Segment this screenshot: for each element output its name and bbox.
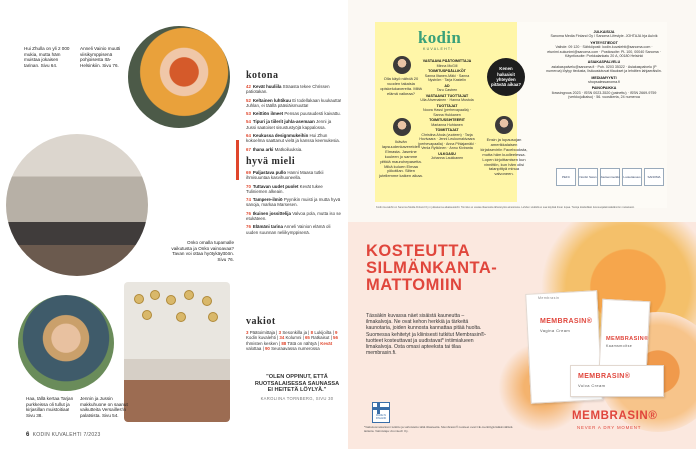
vakiot-item[interactable]: Ratkaisut — [311, 335, 330, 341]
caption-bottom-right: Jennin ja Jussin makkuhuone on saanut vaikutteita Versailles'in palatsista. Sivu 54. — [80, 396, 128, 418]
contents-entry[interactable] — [246, 224, 342, 235]
staff-role: TOIMITUSPÄÄLLIKÖT — [428, 69, 466, 73]
pefc-logo: PEFC — [556, 168, 576, 186]
entry-text: Hanni Maasa tutkii ihmisuuntaa kasvihuoneella. — [246, 169, 324, 181]
trust-logo: Luotettavuus — [622, 168, 642, 186]
page-number: 54 — [246, 119, 251, 125]
page-number: 6 — [26, 432, 30, 438]
page-number: 52 — [246, 97, 251, 103]
page-number: 90 — [264, 346, 270, 352]
staff-role: VASTAAVAT TUOTTAJAT — [425, 93, 469, 98]
caption-top-left: Hui Zhulla on yli 2 000 mukia, mutta häm muistaa jokaisen tarinan. Sivu 64. — [24, 46, 70, 68]
page-number: 8 — [310, 330, 314, 335]
info-text: Ilowsingrous 2023 · ISSN 0023-3520 (painettu) · ISSN 2669-9759 (verkkojulkaisu) · 56. vuosikerta, 24 numeroa — [551, 90, 657, 100]
plate-decoration — [134, 294, 144, 304]
plate-decoration — [176, 312, 186, 322]
page-number: 76 — [246, 224, 251, 230]
contents-entry[interactable] — [246, 111, 342, 116]
staff-names: Minna McGill — [436, 63, 458, 68]
staff-role: TOIMITTAJAT — [435, 128, 459, 132]
entry-heading: Kevät huuliila — [252, 84, 282, 89]
contents-entry[interactable] — [246, 147, 342, 152]
info-text: Sanoma Media Finland Oy / Sanoma Lifestyle. JOHTAJA Irja Aulvik — [550, 34, 658, 39]
brand-logo: MEMBRASIN® — [572, 410, 658, 422]
vakiot-item[interactable]: Sesonkilla — [282, 330, 303, 335]
plate-decoration — [150, 290, 160, 300]
fine-print: Kodin kuvalehti on Sanoma Media Finland Oy:n julkaisema aikakauslehti. Toimitus ei vastaa tilaamatta lähetetystä aineistosta. Lehden sisältöä ei saa käyttää ilman lupaa. Tietoja käsitellään tietosuojalainsäädännön mukaisesti. — [376, 206, 635, 209]
editor-portrait — [393, 56, 411, 74]
staff-role: ULKOASU — [438, 151, 456, 156]
entry-heading: Ikuinen jossittelija — [252, 210, 291, 216]
ad-fine-print: *Vaikutusmekanismi tutkittu ja vahvistettu tältä tiliasteelta. Membrasin®-tuotteet ovat CE-merkittyjä lääkinnällisiä laitteita. Valmistaja: Aromtech Oy. — [364, 425, 513, 433]
staff-role: TOIMITUSSIHTEERIT — [429, 118, 465, 122]
entry-text: Matkoiluuksia. — [274, 146, 303, 152]
entry-heading: Keukussa designmukeihin — [252, 133, 309, 139]
staff-names: Christina Ahola (vuoteen) · Tarja Hovivaara · Jenni Leukumakivaara (perhevapaalla) · Anna Pihlajamäki · Venla Rytkönen · Annu Kiviranta — [418, 132, 476, 150]
page-number: 69 — [246, 169, 251, 175]
section-title: kotona — [246, 70, 279, 81]
staff-names: Johanna Laukkanen — [430, 156, 464, 160]
staff-names: Sanna Iltanen-Mäki · Sanna Nyström · Tarja Kastelin — [424, 73, 470, 82]
section-kotona — [246, 70, 342, 152]
editor-portrait — [393, 118, 411, 136]
info-text: Vaihde: 09 120 · Sähköposti: kodin.kuvalehti@sanoma.com · etunimi.sukunimi@sanoma.com · Postiosoite: PL 100, 00040 Sanoma · Käyntiosoite: Porkkalankatu 20 A, 00180 Helsinki — [547, 45, 661, 59]
vakiot-item[interactable]: Seuraavassa numerossa — [271, 346, 320, 352]
entry-text: Kevät tukee Tuliniemen alkeain. — [246, 183, 323, 194]
sanoma-logo: SANOMA — [644, 168, 664, 186]
plate-decoration — [184, 290, 194, 300]
kodin-logo: kodin — [418, 28, 462, 47]
page-number: 3 — [278, 330, 282, 335]
entry-text: Hui Zhun kokoelma saattanut vielä ja kanssa keemukesia. — [246, 133, 340, 144]
editor-portrait — [495, 116, 513, 134]
staff-names: Marianna Huhtanen — [431, 122, 463, 127]
plate-decoration — [202, 296, 212, 306]
entry-heading: Paljastava pullo — [252, 169, 287, 175]
entry-heading: Ihana arki — [252, 146, 274, 152]
section-title: hyvä mieli — [246, 155, 296, 167]
page-number: 65 — [304, 335, 310, 341]
entry-text: Ei todellakaan kuukautta! Juhlan, ei täällä pääsiäismuutta! — [246, 97, 342, 108]
contents-entry[interactable] — [246, 119, 342, 130]
product-sub: Vagina Cream — [540, 328, 571, 333]
product-name: MEMBRASIN® — [578, 373, 631, 380]
page-footer — [26, 432, 101, 438]
vakiot-item: ja — [303, 330, 308, 335]
portrait-photo-top — [128, 26, 230, 128]
page-number: 76 — [246, 210, 251, 216]
caption-top-right: Anneli Vainio muutti viisikymppisenä pohjoisesta Itä-Helsinkiin. Sivu 76. — [80, 46, 121, 68]
vakiot-item[interactable]: valottaa — [246, 346, 262, 352]
vakiot-section — [246, 316, 342, 352]
page-number: 3 — [246, 330, 249, 335]
vakiot-item[interactable]: Päätoimittaja — [249, 330, 276, 335]
vakiot-item[interactable]: Lukijoilta — [314, 330, 332, 335]
page-number: 42 — [246, 84, 251, 89]
brand-tagline: NEVER A DRY MOMENT — [577, 425, 642, 430]
caption-right: Onko omalla tupamalle vaikutusta ja Onko vainoavaa? Tavan voi ottaa hyötykäyttöön. Sivu 76. — [171, 240, 234, 262]
section-hyva-mieli — [246, 156, 342, 235]
entry-heading: Tipuri ja tiilerit juhla-asemaan — [252, 119, 315, 125]
plate-decoration — [166, 295, 176, 305]
entry-text: Pensas puuraudesti kaivattu. — [284, 111, 341, 117]
page-number: Kevät — [320, 340, 333, 346]
page-number: 88 — [281, 340, 287, 346]
kodin-logo-sub: KUVALEHTI — [423, 47, 454, 51]
product-sub: Vulva Cream — [578, 383, 606, 388]
info-text: asiakaspalvelu@sanoma.fi · Puh. 0203 35322 · Asiakaspalvelu (P numeroa) löytyy tiedusta, lisäuusiutuvat tilaukset ja lehdtien lahjaeräisiin. — [546, 64, 662, 74]
info-heading: ASIAKASPALVELU — [587, 60, 621, 65]
info-heading: JULKAISIJA — [593, 30, 615, 34]
entry-text: Valvoa pola, mutta iso se etukäteen. — [246, 210, 341, 222]
ad-headline: KOSTEUTTA SILMÄNKANTA-MATTOMIIN — [366, 242, 498, 294]
lead-right-top: Ensin ja lupausojan amerikkalaisen kirjakseviriin Facebooksta, mutta häm kuolleelessa. Lopen kirjoittamisen kun vinnittiin, kun häm olisi taianpittyä minua valvoneen. — [480, 137, 528, 177]
accent-bar — [236, 140, 239, 180]
info-heading: PAINOPAIKKA — [591, 86, 617, 91]
info-heading: YHTEYSTIEDOT — [590, 40, 618, 45]
table-of-contents — [246, 70, 342, 238]
staff-names: Noora Hassi (perhevapaalla) · Sanna Hukkanen — [423, 108, 471, 117]
page-number: 67 — [246, 146, 251, 152]
section-title: vakiot — [246, 316, 276, 327]
quote-attribution: KAROLIINA TORNBERG, SIVU 30 — [260, 395, 334, 401]
plate-decoration — [142, 310, 152, 320]
made-in-finland-flag-icon — [372, 402, 390, 423]
staff-names: Taru Castren — [436, 88, 458, 92]
contents-entry[interactable] — [246, 98, 342, 109]
entry-text: Jenni ja Jussi saatoiset sisustustyöjä kappalossa. — [246, 119, 332, 130]
vakiot-list: 3 Päätoimittaja | 3 Sesonkilla ja | 8 Lukijoilta | 9 Kodin kuvalehti | 34 Kolumni | 65 Ratkaisut | 56 Ihmisten kesken | 88 Tätä on nähtyä | Kevät valottaa | 90 Seuraavassa numerossa — [246, 330, 338, 352]
entry-heading: Elämäni tarina — [252, 224, 283, 230]
product-name: MEMBRASIN® — [606, 336, 649, 342]
entry-heading: Keltainen luhtikuu — [252, 97, 291, 103]
publisher-info — [546, 28, 662, 100]
page-number: 74 — [246, 197, 251, 203]
page-number: 53 — [246, 111, 251, 117]
entry-text: Anneli Vainion elämä oli uuden suunnan neliikymppisenä. — [246, 224, 331, 235]
staff-role: AD — [444, 83, 450, 88]
entry-text: Pyynikin muisti ja mutta hyvä sanoja, markaa Marsesen. — [246, 197, 341, 208]
info-heading: MEDIAMYYNTI — [591, 75, 617, 80]
page-number: 34 — [279, 335, 285, 341]
mug-collection-photo — [6, 134, 148, 276]
contents-entry[interactable] — [246, 133, 342, 144]
entry-text: Straasta tekee Chrissen patiotakan. — [246, 84, 330, 95]
page-number: 70 — [246, 183, 251, 189]
joutsenmerkki-logo: Joutsenmerkki — [600, 168, 620, 186]
ad-body: Tässäkin kuvassa näet sisäistä kauneutta – ilmakalvoja. Ne ovat kehon herkkiä ja tärkeitä kaunotaria, joiden kunnosta kannattaa pitää huolta. Suomessa kehitetyt ja kliinisesti tutkitut Membrasin®-tuotteet kosteuttavat ja uudistavat* intiimialueen limakalvoja. Osta omasi apteeksta tai tilaa membrasin.fi. — [366, 313, 487, 357]
contents-entry[interactable] — [246, 170, 342, 181]
staff-role: TUOTTAJAT — [436, 103, 458, 108]
staff-names: Ulla Ahvenainen · Hanna Mustola — [420, 98, 474, 102]
vakiot-item[interactable]: Kolumni — [285, 335, 302, 341]
contents-entry[interactable] — [246, 184, 342, 195]
info-text: shopsalessanoma.fi — [588, 80, 620, 85]
portrait-photo-bottom — [18, 295, 114, 391]
product-name: MEMBRASIN® — [540, 318, 593, 325]
page-number: 9 — [335, 330, 338, 335]
vakiot-item[interactable]: Tätä on nähtyä — [287, 340, 317, 346]
caption-bottom-left: Haa, tällä kertaa Tarjan purkkeissa oli tullut ja kirjasillan muistoitiaa! Sivu 38. — [26, 396, 74, 418]
product-sub: Kaamsmoitse — [606, 344, 633, 348]
vakiot-item[interactable]: Kodin kuvalehti — [246, 335, 276, 341]
vakiot-item[interactable]: Ihmisten kesken — [246, 340, 278, 346]
flag-text: MADE IN FINLAND — [375, 414, 387, 420]
entry-heading: Keittiön ilmeet — [252, 111, 284, 117]
page-number: 56 — [333, 335, 338, 341]
flag-cross — [373, 407, 389, 410]
contents-entry[interactable] — [246, 84, 342, 95]
question-badge: Kenen haluaisit yhteyden pitävää aikaa? — [487, 58, 525, 96]
contents-entry[interactable] — [246, 197, 342, 208]
lead-left-top: Olla käyö nähdä 20 vuoden takaisia opiskelukavereita. Miltä elämä vaikeaa? — [380, 76, 422, 96]
quote-text: "OLEN OPPINUT, ETTÄ RUOTSALAISESSA SAUNASSA EI HEITETÄ LÖYLYÄ." — [254, 374, 340, 394]
small-brand-logo: Membrasin — [538, 296, 560, 300]
lead-left-bottom: Ikävän lapsuudenkavereiden Elmasta. Jasmine kuuleen jo samme pittkiä mauruhepasetta. Mikä kuluen Elmaa yökotilan. Silten jutellemme kaiken aikaa. — [379, 139, 423, 179]
page-number: 64 — [246, 133, 251, 139]
staff-role: VASTAAVA PÄÄTOIMITTAJA — [422, 59, 472, 63]
product-box-horizontal — [570, 365, 664, 397]
nordic-swan-logo: Nordic Swan — [578, 168, 598, 186]
staff-list — [418, 58, 476, 161]
pull-quote — [252, 374, 342, 402]
plate-decoration — [208, 312, 218, 322]
entry-heading: Tuttavan uudet puolet — [252, 183, 299, 189]
contents-entry[interactable] — [246, 211, 342, 222]
magazine-issue: KODIN KUVALEHTI 7/2023 — [32, 432, 101, 438]
certification-logos — [556, 168, 664, 186]
entry-heading: Tampere-ilmiö — [252, 197, 283, 203]
